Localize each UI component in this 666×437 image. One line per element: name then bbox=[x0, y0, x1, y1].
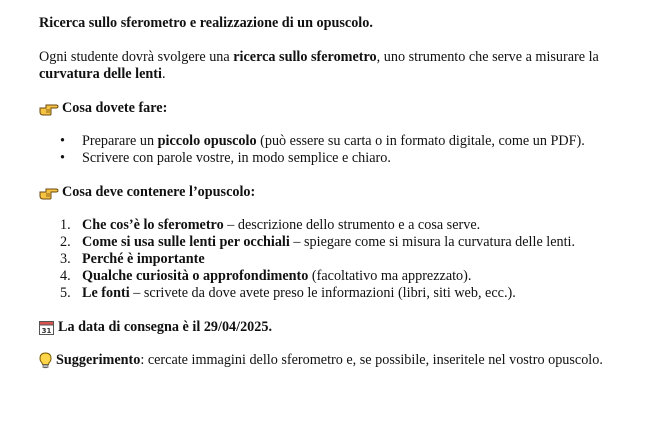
list-item bbox=[39, 150, 646, 167]
suggestion-line bbox=[39, 352, 646, 369]
list-item-number: 2. bbox=[60, 234, 71, 250]
list-item bbox=[39, 268, 646, 285]
list-item-bold: Come si usa sulle lenti per occhiali bbox=[82, 234, 290, 250]
suggestion-body: : cercate immagini dello sferometro e, se possibile, inseritele nel vostro opuscolo. bbox=[140, 352, 603, 368]
list-item-number: 5. bbox=[60, 285, 71, 301]
what-to-do-list bbox=[39, 133, 646, 167]
list-item-bold: Perché è importante bbox=[82, 251, 205, 267]
list-item-number: 4. bbox=[60, 268, 71, 284]
list-item bbox=[39, 133, 646, 150]
lightbulb-icon bbox=[39, 352, 52, 369]
list-item-text: – scrivete da dove avete preso le informazioni (libri, siti web, ecc.). bbox=[129, 285, 516, 301]
list-item-text: – descrizione dello strumento e a cosa serve. bbox=[223, 217, 481, 233]
list-item-text: (facoltativo ma apprezzato). bbox=[308, 268, 472, 284]
deadline-line bbox=[39, 319, 646, 336]
suggestion-text bbox=[56, 352, 603, 369]
list-item bbox=[39, 251, 646, 268]
pointing-hand-icon bbox=[39, 186, 59, 200]
list-item-bold: Le fonti bbox=[82, 285, 130, 301]
intro-bold-2: curvatura delle lenti bbox=[39, 66, 162, 82]
list-item-text: Preparare un bbox=[82, 133, 158, 149]
list-item bbox=[39, 234, 646, 251]
document-title: Ricerca sullo sferometro e realizzazione di un opuscolo. bbox=[39, 15, 373, 31]
suggestion-label: Suggerimento bbox=[56, 352, 141, 368]
section-what-to-do-heading bbox=[39, 100, 646, 117]
list-item-text: (può essere su carta o in formato digitale, come un PDF). bbox=[256, 133, 585, 149]
list-item-number: 1. bbox=[60, 217, 71, 233]
intro-text-2: , uno strumento che serve a misurare la bbox=[376, 49, 599, 65]
list-item-bold: Che cos’è lo sferometro bbox=[82, 217, 224, 233]
list-item bbox=[39, 217, 646, 234]
list-item-bold: Qualche curiosità o approfondimento bbox=[82, 268, 309, 284]
intro-paragraph bbox=[39, 49, 646, 83]
deadline-text: La data di consegna è il 29/04/2025. bbox=[58, 319, 273, 335]
intro-bold-1: ricerca sullo sferometro bbox=[233, 49, 377, 65]
intro-text-3: . bbox=[161, 66, 166, 82]
contents-list bbox=[39, 217, 646, 302]
pointing-hand-icon bbox=[39, 102, 59, 116]
list-item bbox=[39, 285, 646, 302]
section-what-to-do-label: Cosa dovete fare: bbox=[62, 100, 168, 116]
calendar-day-number: 31 bbox=[41, 326, 52, 335]
calendar-icon bbox=[39, 320, 54, 335]
intro-text-1: Ogni studente dovrà svolgere una bbox=[39, 49, 234, 65]
list-item-bold: piccolo opuscolo bbox=[157, 133, 257, 149]
section-contents-heading bbox=[39, 184, 646, 201]
section-contents-label: Cosa deve contenere l’opuscolo: bbox=[62, 184, 256, 200]
list-item-number: 3. bbox=[60, 251, 71, 267]
list-item-text: – spiegare come si misura la curvatura delle lenti. bbox=[289, 234, 576, 250]
list-item-text: Scrivere con parole vostre, in modo semplice e chiaro. bbox=[82, 150, 391, 166]
